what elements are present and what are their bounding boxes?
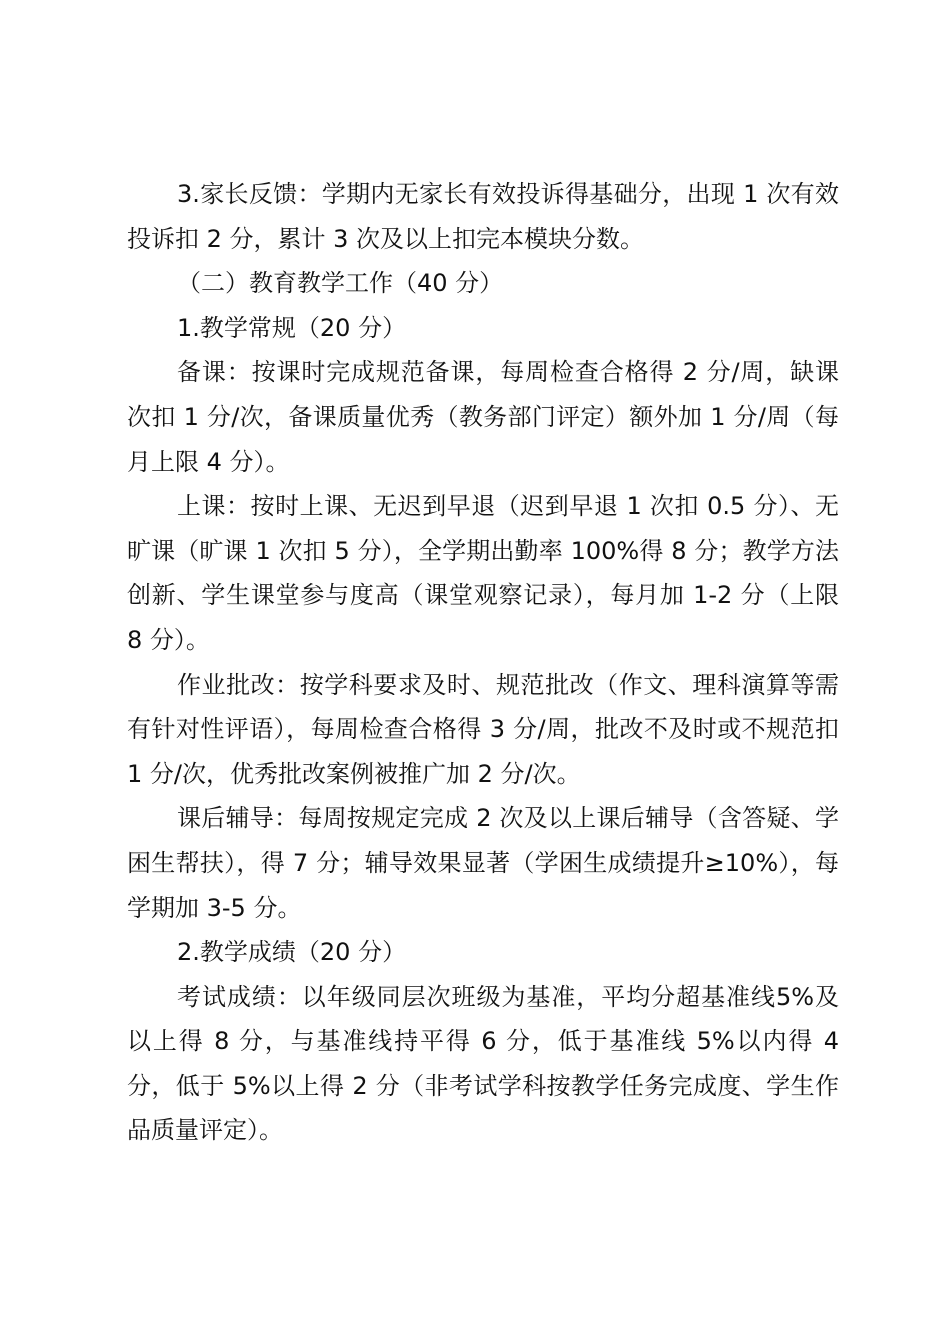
document-body [127, 172, 839, 1153]
subheading-teaching-results: 2.教学成绩（20 分） [177, 938, 407, 967]
paragraph-classes: 上课：按时上课、无迟到早退（迟到早退 1 次扣 0.5 分）、无旷课（旷课 1 次扣 5 分），全学期出勤率 100%得 8 分；教学方法创新、学生课堂参与度高（课堂观察记录），每月加 1-2 分（上限 8 分）。 [127, 492, 839, 654]
paragraph-homework-grading: 作业批改：按学科要求及时、规范批改（作文、理科演算等需有针对性评语），每周检查合格得 3 分/周，批改不及时或不规范扣 1 分/次，优秀批改案例被推广加 2 分/次。 [127, 670, 839, 788]
paragraph-after-class-tutoring: 课后辅导：每周按规定完成 2 次及以上课后辅导（含答疑、学困生帮扶），得 7 分；辅导效果显著（学困生成绩提升≥10%），每学期加 3-5 分。 [127, 804, 839, 922]
paragraph-lesson-preparation: 备课：按课时完成规范备课，每周检查合格得 2 分/周，缺课次扣 1 分/次，备课质量优秀（教务部门评定）额外加 1 分/周（每月上限 4 分）。 [127, 358, 839, 476]
paragraph-exam-results: 考试成绩：以年级同层次班级为基准，平均分超基准线5%及以上得 8 分，与基准线持平得 6 分，低于基准线 5%以内得 4 分，低于 5%以上得 2 分（非考试学科按教学任务完成度、学生作品质量评定）。 [127, 982, 839, 1145]
paragraph-parent-feedback: 3.家长反馈：学期内无家长有效投诉得基础分，出现 1 次有效投诉扣 2 分，累计 3 次及以上扣完本模块分数。 [127, 180, 839, 253]
subheading-teaching-routine: 1.教学常规（20 分） [177, 313, 407, 342]
section-heading-teaching-work: （二）教育教学工作（40 分） [177, 269, 504, 298]
